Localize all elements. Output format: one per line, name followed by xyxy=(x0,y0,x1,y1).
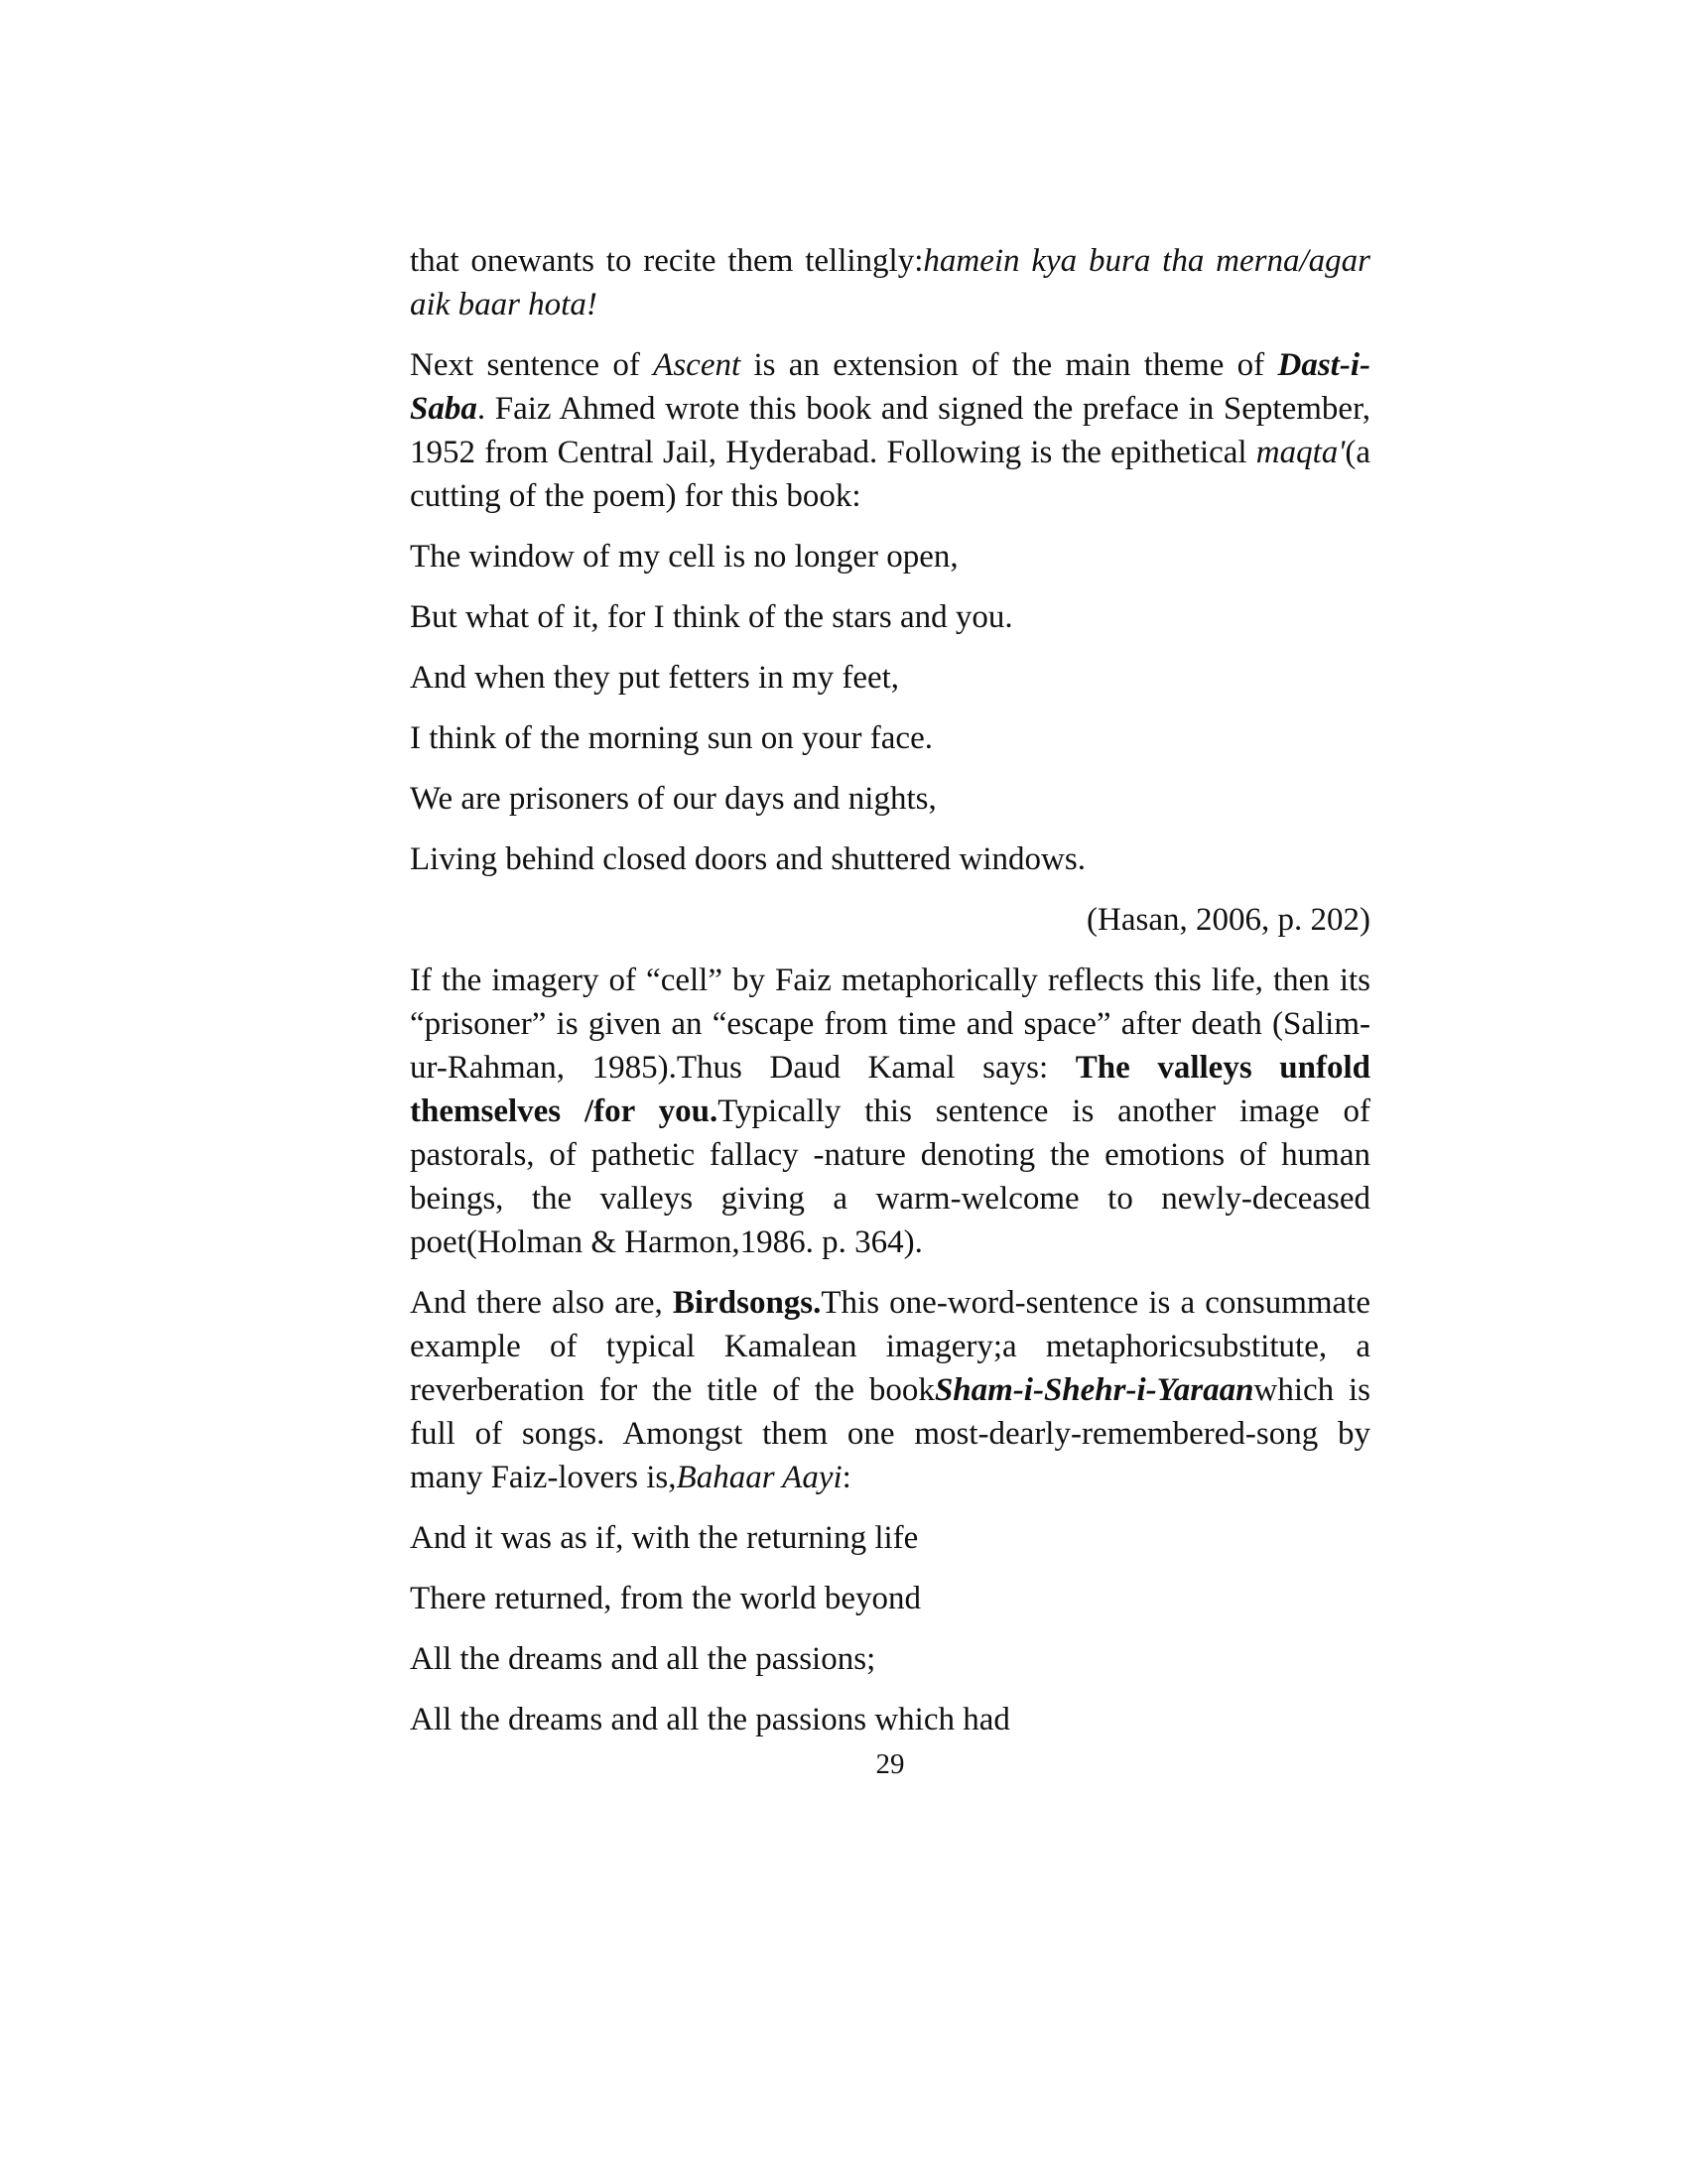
paragraph-imagery xyxy=(410,959,1370,1264)
verse-line: And it was as if, with the returning life xyxy=(410,1520,919,1556)
paragraph-text: And there also are, xyxy=(410,1285,673,1321)
paragraph-text: that onewants to recite them tellingly: xyxy=(410,243,924,279)
paragraph-birdsongs xyxy=(410,1281,1370,1499)
book-title-bold-italic: Sham-i-Shehr-i-Yaraan xyxy=(934,1372,1254,1408)
verse-line: But what of it, for I think of the stars and you. xyxy=(410,599,1013,635)
paragraph-text: which is full of songs. Amongst them one most-dearly-remembered-song by many Faiz-lovers is, xyxy=(410,1372,1370,1495)
verse-line: There returned, from the world beyond xyxy=(410,1581,921,1616)
verse-line: Living behind closed doors and shuttered windows. xyxy=(410,841,1086,877)
quote-bold: Birdsongs. xyxy=(672,1285,822,1321)
paragraph-text: This one-word-sentence is a consummate example of typical Kamalean imagery;a metaphoricsubstitute, a reverberation for the title of the book xyxy=(410,1285,1370,1408)
paragraph-text: : xyxy=(842,1460,851,1495)
page-number: 29 xyxy=(875,1748,905,1780)
book-title-italic: Ascent xyxy=(653,347,741,383)
quote-bold: The valleys unfold themselves /for you. xyxy=(410,1050,1370,1129)
verse-block-bahaar xyxy=(410,1516,1370,1741)
paragraph-ascent xyxy=(410,343,1370,518)
urdu-verse-italic: hamein kya bura tha merna/agar aik baar hota! xyxy=(410,243,1370,322)
verse-line: We are prisoners of our days and nights, xyxy=(410,781,937,817)
paragraph-text: is an extension of the main theme of xyxy=(740,347,1278,383)
verse-block-cell xyxy=(410,535,1370,881)
verse-line: All the dreams and all the passions; xyxy=(410,1641,876,1677)
paragraph-text: (a cutting of the poem) for this book: xyxy=(410,435,1370,514)
paragraph-text: Typically this sentence is another image of pastorals, of pathetic fallacy -nature denoting the emotions of human beings, the valleys giving a warm-welcome to newly-deceased poet(Holman & Harmon,1986. p. 364). xyxy=(410,1093,1371,1260)
book-title-bold-italic: Dast-i-Saba xyxy=(410,347,1370,427)
paragraph-text: If the imagery of “cell” by Faiz metaphorically reflects this life, then its “prisoner” is given an “escape from time and space” after death (Salim-ur-Rahman, 1985).Thus Daud Kamal says: xyxy=(410,963,1370,1086)
paragraph-text: . Faiz Ahmed wrote this book and signed the preface in September, 1952 from Central Jail, Hyderabad. Following is the epithetical xyxy=(410,391,1370,470)
citation: (Hasan, 2006, p. 202) xyxy=(1087,902,1370,938)
verse-line: All the dreams and all the passions which had xyxy=(410,1702,1010,1737)
verse-line: I think of the morning sun on your face. xyxy=(410,720,933,756)
song-title-italic: Bahaar Aayi xyxy=(676,1460,843,1495)
verse-line: The window of my cell is no longer open, xyxy=(410,539,959,575)
paragraph-text: Next sentence of xyxy=(410,347,654,383)
paragraph-recitation xyxy=(410,239,1370,326)
verse-line: And when they put fetters in my feet, xyxy=(410,660,900,696)
document-page xyxy=(410,239,1370,1758)
term-italic: maqta' xyxy=(1255,435,1346,470)
